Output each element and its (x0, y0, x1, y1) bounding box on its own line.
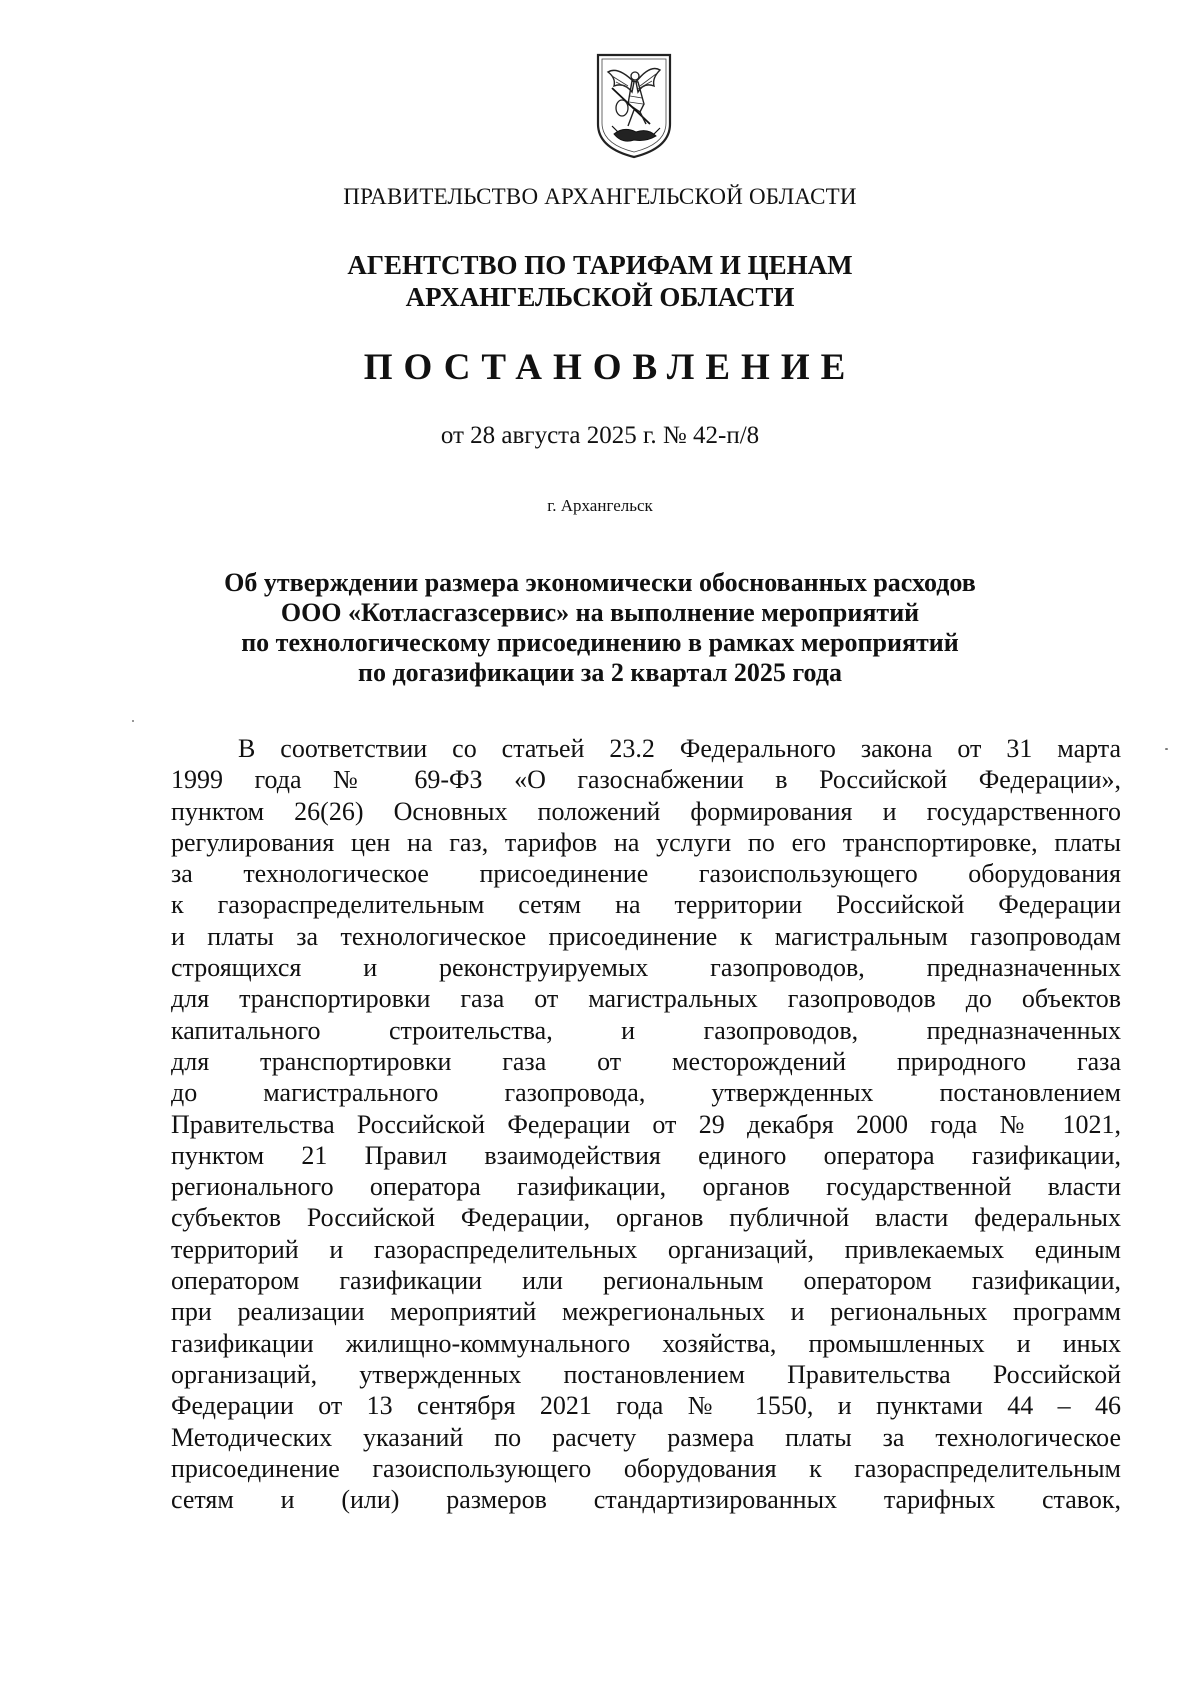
body-line: Правительства Российской Федерации от 29 декабря 2000 года № 1021, (171, 1109, 1121, 1139)
body-line: и платы за технологическое присоединение к магистральным газопроводам (171, 921, 1121, 951)
body-line: до магистрального газопровода, утвержденных постановлением (171, 1078, 1121, 1108)
body-line: газификации жилищно-коммунального хозяйства, промышленных и иных (171, 1328, 1121, 1358)
document-city: г. Архангельск (547, 496, 653, 515)
document-title (0, 568, 1200, 688)
body-line: В соответствии со статьей 23.2 Федерального закона от 31 марта (238, 734, 1121, 763)
body-line: строящихся и реконструируемых газопроводов, предназначенных (171, 953, 1121, 983)
government-name: ПРАВИТЕЛЬСТВО АРХАНГЕЛЬСКОЙ ОБЛАСТИ (343, 184, 857, 209)
body-line: для транспортировки газа от магистральных газопроводов до объектов (171, 984, 1121, 1014)
agency-name-line-2: АРХАНГЕЛЬСКОЙ ОБЛАСТИ (405, 282, 795, 312)
title-line: по догазификации за 2 квартал 2025 года (358, 658, 842, 687)
body-line: капитального строительства, и газопроводов, предназначенных (171, 1015, 1121, 1045)
agency-name-line-1: АГЕНТСТВО ПО ТАРИФАМ И ЦЕНАМ (347, 250, 853, 280)
body-line: Методических указаний по расчету размера платы за технологическое (171, 1422, 1121, 1452)
body-line: для транспортировки газа от месторождений природного газа (171, 1046, 1121, 1076)
body-line: пунктом 26(26) Основных положений формирования и государственного (171, 796, 1121, 826)
body-line: организаций, утвержденных постановлением Правительства Российской (171, 1359, 1121, 1389)
body-line: присоединение газоиспользующего оборудования к газораспределительным (171, 1453, 1121, 1483)
arkhangelsk-coat-of-arms-icon (594, 52, 674, 160)
body-line: при реализации мероприятий межрегиональных и региональных программ (171, 1297, 1121, 1327)
body-paragraph (171, 733, 1121, 1515)
body-line: субъектов Российской Федерации, органов публичной власти федеральных (171, 1203, 1121, 1233)
body-line: 1999 года № 69-ФЗ «О газоснабжении в Российской Федерации», (171, 765, 1121, 795)
title-line: по технологическому присоединению в рамках мероприятий (241, 628, 959, 657)
scan-speck (132, 720, 134, 722)
title-line: ООО «Котласгазсервис» на выполнение мероприятий (280, 598, 920, 627)
body-line: территорий и газораспределительных организаций, привлекаемых единым (171, 1234, 1121, 1264)
body-line: за технологическое присоединение газоиспользующего оборудования (171, 859, 1121, 889)
document-type-heading: ПОСТАНОВЛЕНИЕ (363, 347, 857, 388)
body-line: Федерации от 13 сентября 2021 года № 1550, и пунктами 44 – 46 (171, 1391, 1121, 1421)
document-date-number: от 28 августа 2025 г. № 42-п/8 (440, 422, 760, 449)
body-line: оператором газификации или региональным оператором газификации, (171, 1266, 1121, 1296)
body-line: пунктом 21 Правил взаимодействия единого оператора газификации, (171, 1140, 1121, 1170)
scan-speck (1165, 748, 1168, 750)
title-line: Об утверждении размера экономически обоснованных расходов (224, 568, 976, 597)
body-line: регулирования цен на газ, тарифов на услуги по его транспортировке, платы (171, 827, 1121, 857)
body-line: сетям и (или) размеров стандартизированных тарифных ставок, (171, 1485, 1121, 1515)
body-line: регионального оператора газификации, органов государственной власти (171, 1172, 1121, 1202)
body-line: к газораспределительным сетям на территории Российской Федерации (171, 890, 1121, 920)
